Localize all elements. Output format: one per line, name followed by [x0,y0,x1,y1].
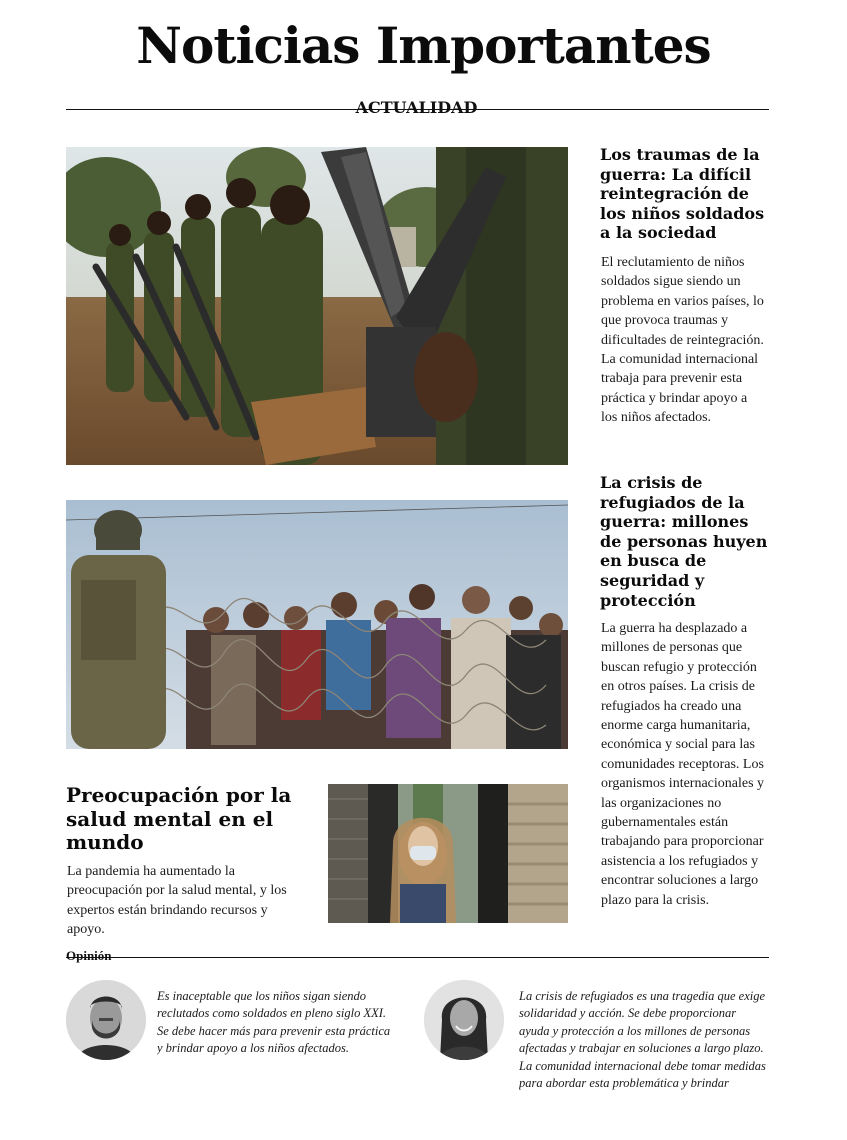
avatar-man [66,980,146,1060]
child-soldiers-photo [66,147,568,465]
article-headline: La crisis de refugiados de la guerra: millones de personas huyen en busca de seguridad y protección [600,473,768,610]
opinion-quote: Es inaceptable que los niños sigan siendo reclutados como soldados en pleno siglo XXI. Se debe hacer más para prevenir esta práctica y brindar apoyo a los niños afectados. [157,989,391,1056]
article-headline: Preocupación por la salud mental en el mundo [66,783,292,854]
refugees-photo [66,500,568,749]
article-body: La guerra ha desplazado a millones de personas que buscan refugio y protección en otros países. La crisis de refugiados ha creado una enorme carga humanitaria, económica y social para las comunidades receptoras. Los organismos internacionales y las organizaciones no gubernamentales están trabajando para proporcionar asistencia a los refugiados y encontrar soluciones a largo plazo para la crisis. [601,621,765,908]
opinion-rule [66,957,769,958]
section-label: ACTUALIDAD [355,98,478,117]
opinion-quote: La crisis de refugiados es una tragedia que exige solidaridad y acción. Se debe proporcionar ayuda y protección a los millones de personas afectadas y trabajar en soluciones a largo plazo. La comunidad internacional debe tomar medidas para abordar esta problemática y brindar [519,989,766,1091]
mental-health-photo [328,784,568,923]
article-body: El reclutamiento de niños soldados sigue siendo un problema en varios países, lo que provoca traumas y dificultades de reintegración. La comunidad internacional trabaja para prevenir esta práctica y brindar apoyo a los niños afectados. [601,255,764,426]
masthead-title: Noticias Importantes [136,16,711,75]
avatar-woman [424,980,504,1060]
article-headline: Los traumas de la guerra: La difícil reintegración de los niños soldados a la sociedad [600,145,765,243]
article-body: La pandemia ha aumentado la preocupación por la salud mental, y los expertos están brindando recursos y apoyo. [67,864,287,938]
opinion-label: Opinión [66,948,112,963]
